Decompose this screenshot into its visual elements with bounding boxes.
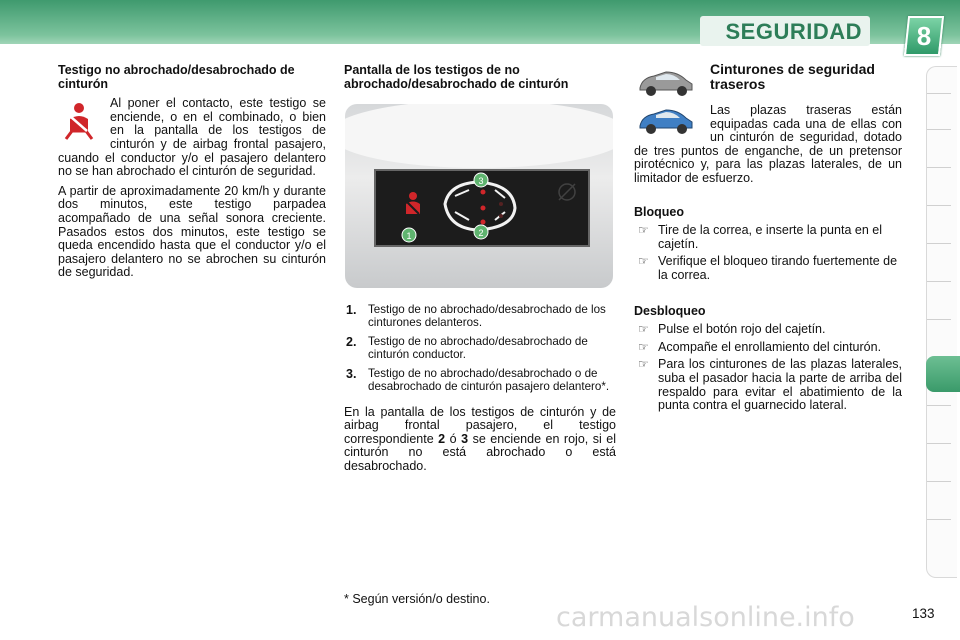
unlock-step (634, 341, 902, 355)
legend-number: 2. (346, 335, 357, 350)
pointing-hand-icon: ☞ (638, 223, 649, 238)
rear-belts-paragraph: Las plazas traseras están equipadas cada una de ellas con un cinturón de seguridad, dotado de tres puntos de enganche, de un pretensor pirotécnico y, para las plazas laterales, de un limitador de esfuerzo. (634, 103, 902, 185)
section-title: SEGURIDAD (725, 19, 862, 44)
tab-divider (927, 281, 951, 282)
tab-divider (927, 443, 951, 444)
rear-belts-heading-box (710, 62, 900, 92)
column-rear-belts (634, 104, 902, 417)
car-side-grey-icon (636, 66, 696, 98)
chapter-badge (904, 16, 944, 56)
seatbelt-warning-heading: Testigo no abrochado/desabrochado de cinturón (58, 63, 295, 91)
callout-label: 1 (406, 231, 412, 241)
seat-indicator (499, 202, 503, 206)
seat-indicator (481, 190, 486, 195)
chapter-tabs (926, 66, 957, 578)
column-warning-display (344, 64, 616, 91)
tab-divider (927, 319, 951, 320)
paragraph-text: ó (449, 431, 457, 446)
pointing-hand-icon: ☞ (638, 254, 649, 269)
unlock-step-text: Pulse el botón rojo del cajetín. (658, 322, 826, 337)
pointing-hand-icon: ☞ (638, 339, 649, 354)
paragraph-bold-ref: 3 (461, 431, 469, 446)
seat-indicator (481, 220, 486, 225)
lock-heading: Bloqueo (634, 204, 684, 219)
seat-indicator (499, 214, 503, 218)
legend-item (344, 336, 616, 361)
unlock-step (634, 323, 902, 337)
pointing-hand-icon: ☞ (638, 322, 649, 337)
callout-label: 3 (478, 176, 484, 186)
warning-display-legend (344, 304, 616, 474)
legend-text: Testigo de no abrochado/desabrochado de cinturón conductor. (368, 335, 588, 361)
unlock-heading: Desbloqueo (634, 303, 706, 318)
paragraph-text: se enciende en rojo, si el cinturón no está abrochado o está desabrochado. (344, 431, 617, 473)
page-number: 133 (912, 606, 935, 621)
warning-display-heading: Pantalla de los testigos de no abrochado/desabrochado de cinturón (344, 63, 569, 91)
tab-divider (927, 205, 951, 206)
unlock-step (634, 358, 902, 412)
seatbelt-warning-paragraph-2: A partir de aproximadamente 20 km/h y durante dos minutos, este testigo parpadea acompañado de una señal sonora creciente. Pasados estos dos minutos, este testigo se queda encendido hasta que el conductor y/o el pasajero delantero no se abrochen su cinturón de seguridad. (58, 183, 326, 280)
legend-text: Testigo de no abrochado/desabrochado o de desabrochado de cinturón pasajero delantero*. (368, 367, 610, 393)
rear-belts-heading: Cinturones de seguridad traseros (710, 61, 875, 92)
legend-number: 1. (346, 303, 357, 317)
legend-number: 3. (346, 367, 357, 382)
tab-divider (927, 243, 951, 244)
callout-3 (474, 173, 488, 187)
float-spacer (634, 104, 710, 138)
legend-item (344, 368, 616, 393)
seat-indicator (481, 206, 486, 211)
footnote: * Según versión/o destino. (344, 592, 490, 606)
tab-divider (927, 481, 951, 482)
legend-text: Testigo de no abrochado/desabrochado de los cinturones delanteros. (368, 303, 606, 329)
chapter-number: 8 (916, 21, 932, 51)
tab-divider (927, 405, 951, 406)
warning-display-photo (345, 104, 613, 288)
callout-label: 2 (478, 228, 484, 238)
seatbelt-warning-icon (58, 101, 100, 143)
unlock-step-text: Acompañe el enrollamiento del cinturón. (658, 339, 882, 354)
callout-1 (402, 228, 416, 242)
section-title-box (700, 16, 870, 46)
column-seatbelt-warning (58, 64, 326, 280)
watermark: carmanualsonline.info (556, 602, 855, 633)
pointing-hand-icon: ☞ (638, 357, 649, 372)
lock-step (634, 224, 902, 251)
tab-divider (927, 519, 951, 520)
unlock-step-text: Para los cinturones de las plazas laterales, suba el pasador hacia la parte de arriba del respaldo para evitar el abatimiento de la punta contra el guarnecido lateral. (658, 357, 902, 413)
paragraph-bold-ref: 2 (438, 431, 446, 446)
dashboard-illustration (345, 104, 613, 288)
chapter-tab-active[interactable] (926, 356, 960, 392)
lock-step-text: Tire de la correa, e inserte la punta en el cajetín. (658, 223, 882, 251)
warning-display-paragraph (344, 406, 616, 474)
seatbelt-warning-paragraph-1: Al poner el contacto, este testigo se enciende, o en el combinado, o bien en la pantalla de los testigos de cinturón y de airbag frontal pasajero, cuando el conductor y/o el pasajero delantero no se han abrochado el cinturón de seguridad. (58, 96, 326, 179)
lock-step-text: Verifique el bloqueo tirando fuertemente de la correa. (658, 254, 898, 282)
paragraph-text: En la pantalla de los testigos de cinturón y de airbag frontal pasajero, el testigo correspondiente (344, 404, 616, 446)
tab-divider (927, 167, 951, 168)
callout-2 (474, 225, 488, 239)
legend-item (344, 304, 616, 329)
tab-divider (927, 93, 951, 94)
lock-step (634, 255, 902, 282)
tab-divider (927, 129, 951, 130)
